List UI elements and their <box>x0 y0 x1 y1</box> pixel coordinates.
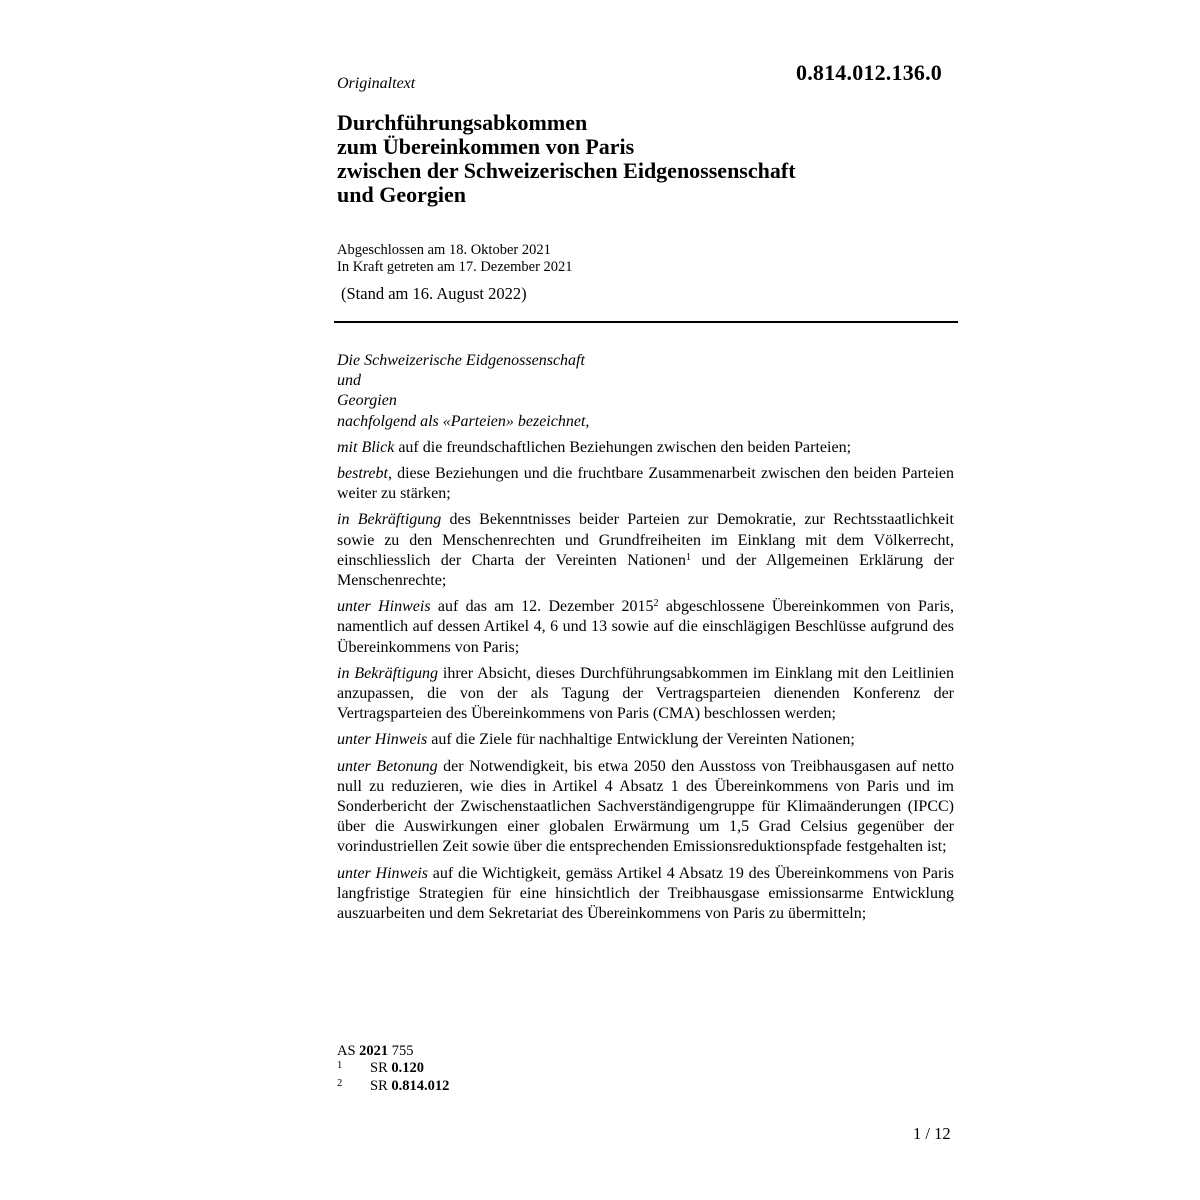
paragraph-text: der Notwendigkeit, bis etwa 2050 den Ausstoss von Treibhausgasen auf netto null zu reduzieren, wie dies in Artikel 4 Absatz 1 des Übereinkommens von Paris und im Sonderbericht der Zwischenstaatlichen Sachverständigengruppe für Klimaänderungen (IPCC) über die Auswirkungen einer globalen Erwärmung um 1,5 Grad Celsius gegenüber der vorindustriellen Zeit sowie über die entsprechenden Emissionsreduktionspfade festgehalten ist; <box>337 757 955 856</box>
preamble-paragraph <box>337 438 954 458</box>
paragraph-lead: unter Hinweis <box>337 598 431 616</box>
dates-block <box>337 242 573 276</box>
paragraph-lead: in Bekräftigung <box>337 664 438 682</box>
party-line: nachfolgend als «Parteien» bezeichnet, <box>337 412 590 430</box>
as-page: 755 <box>388 1043 414 1059</box>
preamble-paragraph <box>337 730 954 750</box>
paragraph-lead: unter Hinweis <box>337 731 428 749</box>
paragraph-text: auf die Ziele für nachhaltige Entwicklung der Vereinten Nationen; <box>427 731 855 749</box>
footnote-ref[interactable]: 1 <box>685 551 691 563</box>
preamble <box>337 351 954 924</box>
footnote-prefix: SR <box>370 1059 392 1076</box>
footnote-text[interactable] <box>370 1060 424 1077</box>
footnote-item <box>337 1078 449 1097</box>
footnote-text[interactable] <box>370 1078 449 1095</box>
preamble-paragraph <box>337 510 954 591</box>
title-line: Durchführungsabkommen <box>337 110 588 135</box>
paragraph-text: abgeschlossene Übereinkommen von Paris, namentlich auf dessen Artikel 4, 6 und 13 sowie auf die einschlägigen Beschlüsse aufgrund des Übereinkommens von Paris; <box>337 598 955 656</box>
paragraph-text: auf die Wichtigkeit, gemäss Artikel 4 Absatz 19 des Übereinkommens von Paris langfristige Strategien für eine hinsichtlich der Treibhausgase emissionsarme Entwicklung auszuarbeiten und dem Sekretariat des Übereinkommens von Paris zu übermitteln; <box>337 864 955 923</box>
title-line: und Georgien <box>337 182 466 207</box>
footnotes <box>337 1043 449 1097</box>
party-line: Georgien <box>337 392 397 410</box>
paragraph-text: auf die freundschaftlichen Beziehungen zwischen den beiden Parteien; <box>394 438 852 456</box>
paragraph-text: ihrer Absicht, dieses Durchführungsabkommen im Einklang mit den Leitlinien anzupassen, die von der als Tagung der Vertragsparteien dienenden Konferenz der Vertragsparteien des Übereinkommens von Paris (CMA) beschlossen werden; <box>337 664 955 723</box>
status-date: (Stand am 16. August 2022) <box>341 284 527 303</box>
preamble-paragraph <box>337 597 954 658</box>
paragraph-lead: bestrebt, <box>337 465 392 483</box>
footnote-number: 2 <box>337 1078 343 1089</box>
preamble-paragraph <box>337 757 954 858</box>
paragraph-text: des Bekenntnisses beider Parteien zur Demokratie, zur Rechtsstaatlichkeit sowie zu den Menschenrechten und Grundfreiheiten im Einklang mit dem Völkerrecht, einschliesslich der Charta der Vereinten Nationen <box>337 511 954 569</box>
parties-block <box>337 351 954 432</box>
footnote-number: 1 <box>337 1059 343 1071</box>
title-line: zwischen der Schweizerischen Eidgenossenschaft <box>337 158 796 183</box>
sr-number: 0.814.012.136.0 <box>796 60 942 85</box>
paragraph-lead: in Bekräftigung <box>337 511 442 529</box>
originaltext-label: Originaltext <box>337 75 416 92</box>
footnote-ref-link[interactable]: 0.120 <box>391 1059 424 1076</box>
paragraph-text: auf das am 12. Dezember 2015 <box>430 598 654 616</box>
as-year: 2021 <box>359 1043 389 1059</box>
footnote-ref-link[interactable]: 0.814.012 <box>391 1078 450 1094</box>
paragraph-text: diese Beziehungen und die fruchtbare Zusammenarbeit zwischen den beiden Parteien weiter zu stärken; <box>337 465 954 503</box>
as-prefix: AS <box>337 1043 360 1059</box>
document-title <box>337 111 957 207</box>
title-line: zum Übereinkommen von Paris <box>337 134 635 159</box>
header-divider <box>334 321 958 323</box>
page-number: 1 / 12 <box>913 1124 951 1143</box>
paragraph-lead: unter Betonung <box>337 757 438 775</box>
preamble-paragraph <box>337 664 954 725</box>
concluded-date: Abgeschlossen am 18. Oktober 2021 <box>337 242 551 258</box>
preamble-paragraph <box>337 864 954 925</box>
in-force-date: In Kraft getreten am 17. Dezember 2021 <box>337 259 573 275</box>
preamble-paragraph <box>337 464 954 504</box>
party-line: Die Schweizerische Eidgenossenschaft <box>337 352 585 369</box>
paragraph-text: und der Allgemeinen Erklärung der Menschenrechte; <box>337 551 955 590</box>
footnote-prefix: SR <box>370 1078 392 1094</box>
footnote-ref[interactable]: 2 <box>653 598 659 610</box>
paragraph-lead: unter Hinweis <box>337 864 428 882</box>
paragraph-lead: mit Blick <box>337 438 395 456</box>
party-line: und <box>337 372 361 390</box>
